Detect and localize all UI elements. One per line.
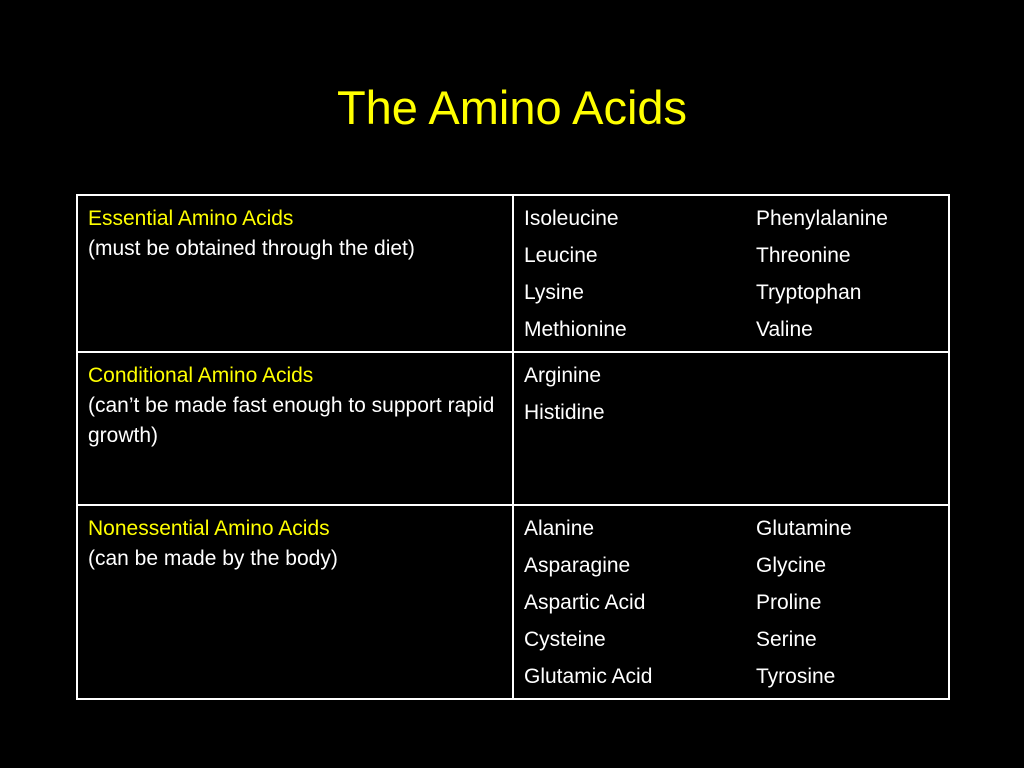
acid-name: Methionine bbox=[524, 318, 627, 341]
acid-name: Lysine bbox=[524, 281, 584, 304]
category-description: (can be made by the body) bbox=[88, 547, 338, 570]
acid-name: Alanine bbox=[524, 517, 595, 540]
acid-list bbox=[524, 361, 938, 428]
acid-name: Arginine bbox=[524, 364, 602, 387]
acid-name: Histidine bbox=[524, 401, 605, 424]
acid-list bbox=[524, 514, 938, 692]
category-name: Nonessential Amino Acids bbox=[88, 517, 330, 540]
acid-name: Threonine bbox=[756, 244, 851, 267]
acid-name bbox=[756, 398, 938, 428]
acid-name: Glycine bbox=[756, 554, 827, 577]
acid-name: Glutamic Acid bbox=[524, 665, 653, 688]
table-row-nonessential bbox=[77, 505, 949, 699]
category-description: (can’t be made fast enough to support rapid growth) bbox=[88, 394, 495, 447]
acid-name: Phenylalanine bbox=[756, 207, 888, 230]
acid-name: Serine bbox=[756, 628, 817, 651]
table-row-conditional bbox=[77, 352, 949, 505]
acids-cell-essential bbox=[513, 195, 949, 352]
acid-name: Aspartic Acid bbox=[524, 591, 646, 614]
acid-name: Tryptophan bbox=[756, 281, 862, 304]
acid-list bbox=[524, 204, 938, 345]
slide-title: The Amino Acids bbox=[336, 81, 688, 134]
category-cell-essential bbox=[77, 195, 513, 352]
category-cell-conditional bbox=[77, 352, 513, 505]
acid-name: Asparagine bbox=[524, 554, 631, 577]
acids-cell-nonessential bbox=[513, 505, 949, 699]
acid-name bbox=[756, 361, 938, 391]
acid-name: Cysteine bbox=[524, 628, 606, 651]
acid-name: Glutamine bbox=[756, 517, 852, 540]
category-cell-nonessential bbox=[77, 505, 513, 699]
acid-name: Leucine bbox=[524, 244, 598, 267]
acid-name: Tyrosine bbox=[756, 665, 836, 688]
acid-name: Isoleucine bbox=[524, 207, 619, 230]
acids-cell-conditional bbox=[513, 352, 949, 505]
amino-acids-table bbox=[76, 194, 950, 700]
table-row-essential bbox=[77, 195, 949, 352]
category-name: Conditional Amino Acids bbox=[88, 364, 314, 387]
category-description: (must be obtained through the diet) bbox=[88, 237, 415, 260]
category-name: Essential Amino Acids bbox=[88, 207, 294, 230]
acid-name: Valine bbox=[756, 318, 813, 341]
acid-name: Proline bbox=[756, 591, 822, 614]
